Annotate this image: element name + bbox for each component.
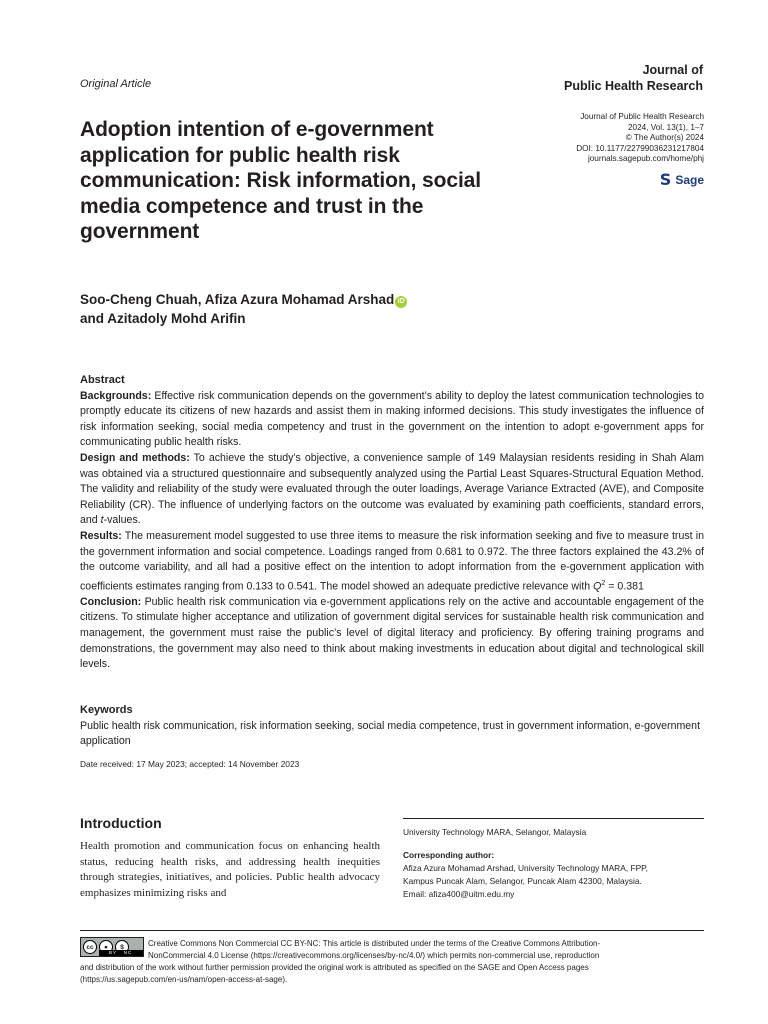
conclusion-text: Public health risk communication via e-government applications rely on the active and accountable engagement of the citizens. To stimulate higher acceptance and utilization of government digital services for sustainable health risk communication and management, the government must raise the public’s level of digital literacy and proficiency. By offering training programs and demonstrations, the government may also need to think about making investments in education about digital and technological skill levels. — [80, 595, 704, 671]
author-list — [80, 290, 550, 328]
corresponding-author-email[interactable]: Email: afiza400@uitm.edu.my — [403, 889, 515, 899]
results-q-superscript: 2 — [601, 579, 606, 587]
abstract-backgrounds — [80, 389, 704, 451]
sage-s-icon: S — [659, 170, 672, 189]
abstract-section — [80, 373, 704, 673]
corresponding-author-heading: Corresponding author: — [403, 850, 495, 860]
dates-line: Date received: 17 May 2023; accepted: 14 November 2023 — [80, 759, 300, 769]
license-divider — [80, 930, 704, 931]
meta-doi[interactable]: DOI: 10.1177/22799036231217804 — [576, 143, 704, 153]
introduction-heading: Introduction — [80, 815, 162, 831]
conclusion-label: Conclusion: — [80, 595, 142, 608]
methods-label: Design and methods: — [80, 451, 190, 464]
affiliation-institution: University Technology MARA, Selangor, Malaysia — [403, 827, 587, 837]
license-line3: and distribution of the work without further permission provided the original work is attributed as specified on the SAGE and Open Access pages — [80, 963, 589, 972]
backgrounds-text: Effective risk communication depends on the government’s ability to deploy the latest communication technologies to promptly educate its citizens of new hazards and assist them in making informed decisions. This study investigates the influence of risk information seeking, social media competency and trust in the government on the intention to adopt e-government apps for communicating public health risks. — [80, 389, 704, 449]
sage-logo — [660, 170, 704, 189]
methods-t-italic: t — [100, 514, 104, 527]
article-title: Adoption intention of e-government application for public health risk communication: Risk information, social media competence and trust in the government — [80, 118, 481, 243]
results-label: Results: — [80, 529, 122, 542]
by-person-icon: ● — [99, 940, 113, 954]
badge-by-text: BY — [109, 950, 118, 955]
results-q-italic: Q — [593, 580, 602, 593]
affiliation-block — [403, 826, 703, 901]
abstract-methods — [80, 451, 704, 529]
journal-name — [564, 62, 703, 94]
results-text: The measurement model suggested to use three items to measure the risk information seeking and five to measure trust in the government information and social competence. Loadings ranged from 0.681 to 0.972. The three factors explained the 43.2% of the outcome variability, and all had a positive effect on the intention to adopt information from the e-government application with coefficients estimates ranging from 0.133 to 0.541. The model showed an adequate predictive relevance with — [80, 529, 704, 593]
abstract-results — [80, 529, 704, 595]
article-type-label: Original Article — [80, 78, 152, 90]
sage-logo-text: Sage — [675, 172, 704, 187]
authors-line1: Soo-Cheng Chuah, Afiza Azura Mohamad Arshad — [80, 292, 395, 307]
license-text — [80, 938, 705, 986]
keywords-text: Public health risk communication, risk information seeking, social media competence, trust in government information, e-government application — [80, 719, 701, 748]
journal-name-line1: Journal of — [642, 63, 703, 77]
affiliation-divider — [403, 818, 704, 819]
keywords-section — [80, 703, 704, 750]
corresponding-author-line1: Afiza Azura Mohamad Arshad, University Technology MARA, FPP, — [403, 863, 649, 873]
license-line4[interactable]: (https://us.sagepub.com/en-us/nam/open-access-at-sage). — [80, 975, 288, 984]
badge-nc-text: NC — [123, 950, 133, 955]
meta-journal: Journal of Public Health Research — [580, 112, 704, 121]
backgrounds-label: Backgrounds: — [80, 389, 152, 402]
publication-meta — [576, 112, 704, 165]
keywords-heading: Keywords — [80, 704, 133, 716]
meta-url[interactable]: journals.sagepub.com/home/phj — [587, 154, 704, 164]
orcid-icon[interactable]: iD — [395, 296, 407, 308]
methods-text: To achieve the study’s objective, a convenience sample of 149 Malaysian residents residing in Shah Alam was obtained via a structured questionnaire and subsequently analyzed using the Partial Least Squares-Structural Equation Method. The validity and reliability of the study were evaluated through the outer loadings, Average Variance Extracted (AVE), and Composite Reliability (CR). The influence of underlying factors on the outcome was evaluated by examining path coefficients, standard errors, and — [80, 451, 704, 527]
results-text-end: = 0.381 — [605, 580, 644, 593]
introduction-text: Health promotion and communication focus on enhancing health status, reducing health risks, and addressing health inequities through strategies, initiatives, and policies. Public health advocacy emphasizes minimizing risks and — [80, 840, 380, 899]
nc-dollar-icon: $ — [115, 940, 129, 954]
license-line1: Creative Commons Non Commercial CC BY-NC: This article is distributed under the terms of the Creative Commons Attribution- — [148, 939, 601, 948]
journal-name-line2: Public Health Research — [564, 79, 703, 93]
corresponding-author-line2: Kampus Puncak Alam, Selangor, Puncak Alam 42300, Malaysia. — [403, 876, 642, 886]
methods-text-end: -values. — [103, 514, 141, 527]
authors-line2: and Azitadoly Mohd Arifin — [80, 311, 246, 326]
license-line2[interactable]: NonCommercial 4.0 License (https://creativecommons.org/licenses/by-nc/4.0/) which permits non-commercial use, reproduction — [148, 951, 600, 960]
meta-copyright: © The Author(s) 2024 — [625, 133, 704, 143]
abstract-heading: Abstract — [80, 374, 125, 386]
abstract-conclusion — [80, 595, 704, 673]
cc-icon: cc — [83, 940, 97, 954]
meta-volume: 2024, Vol. 13(1), 1–7 — [627, 122, 704, 132]
